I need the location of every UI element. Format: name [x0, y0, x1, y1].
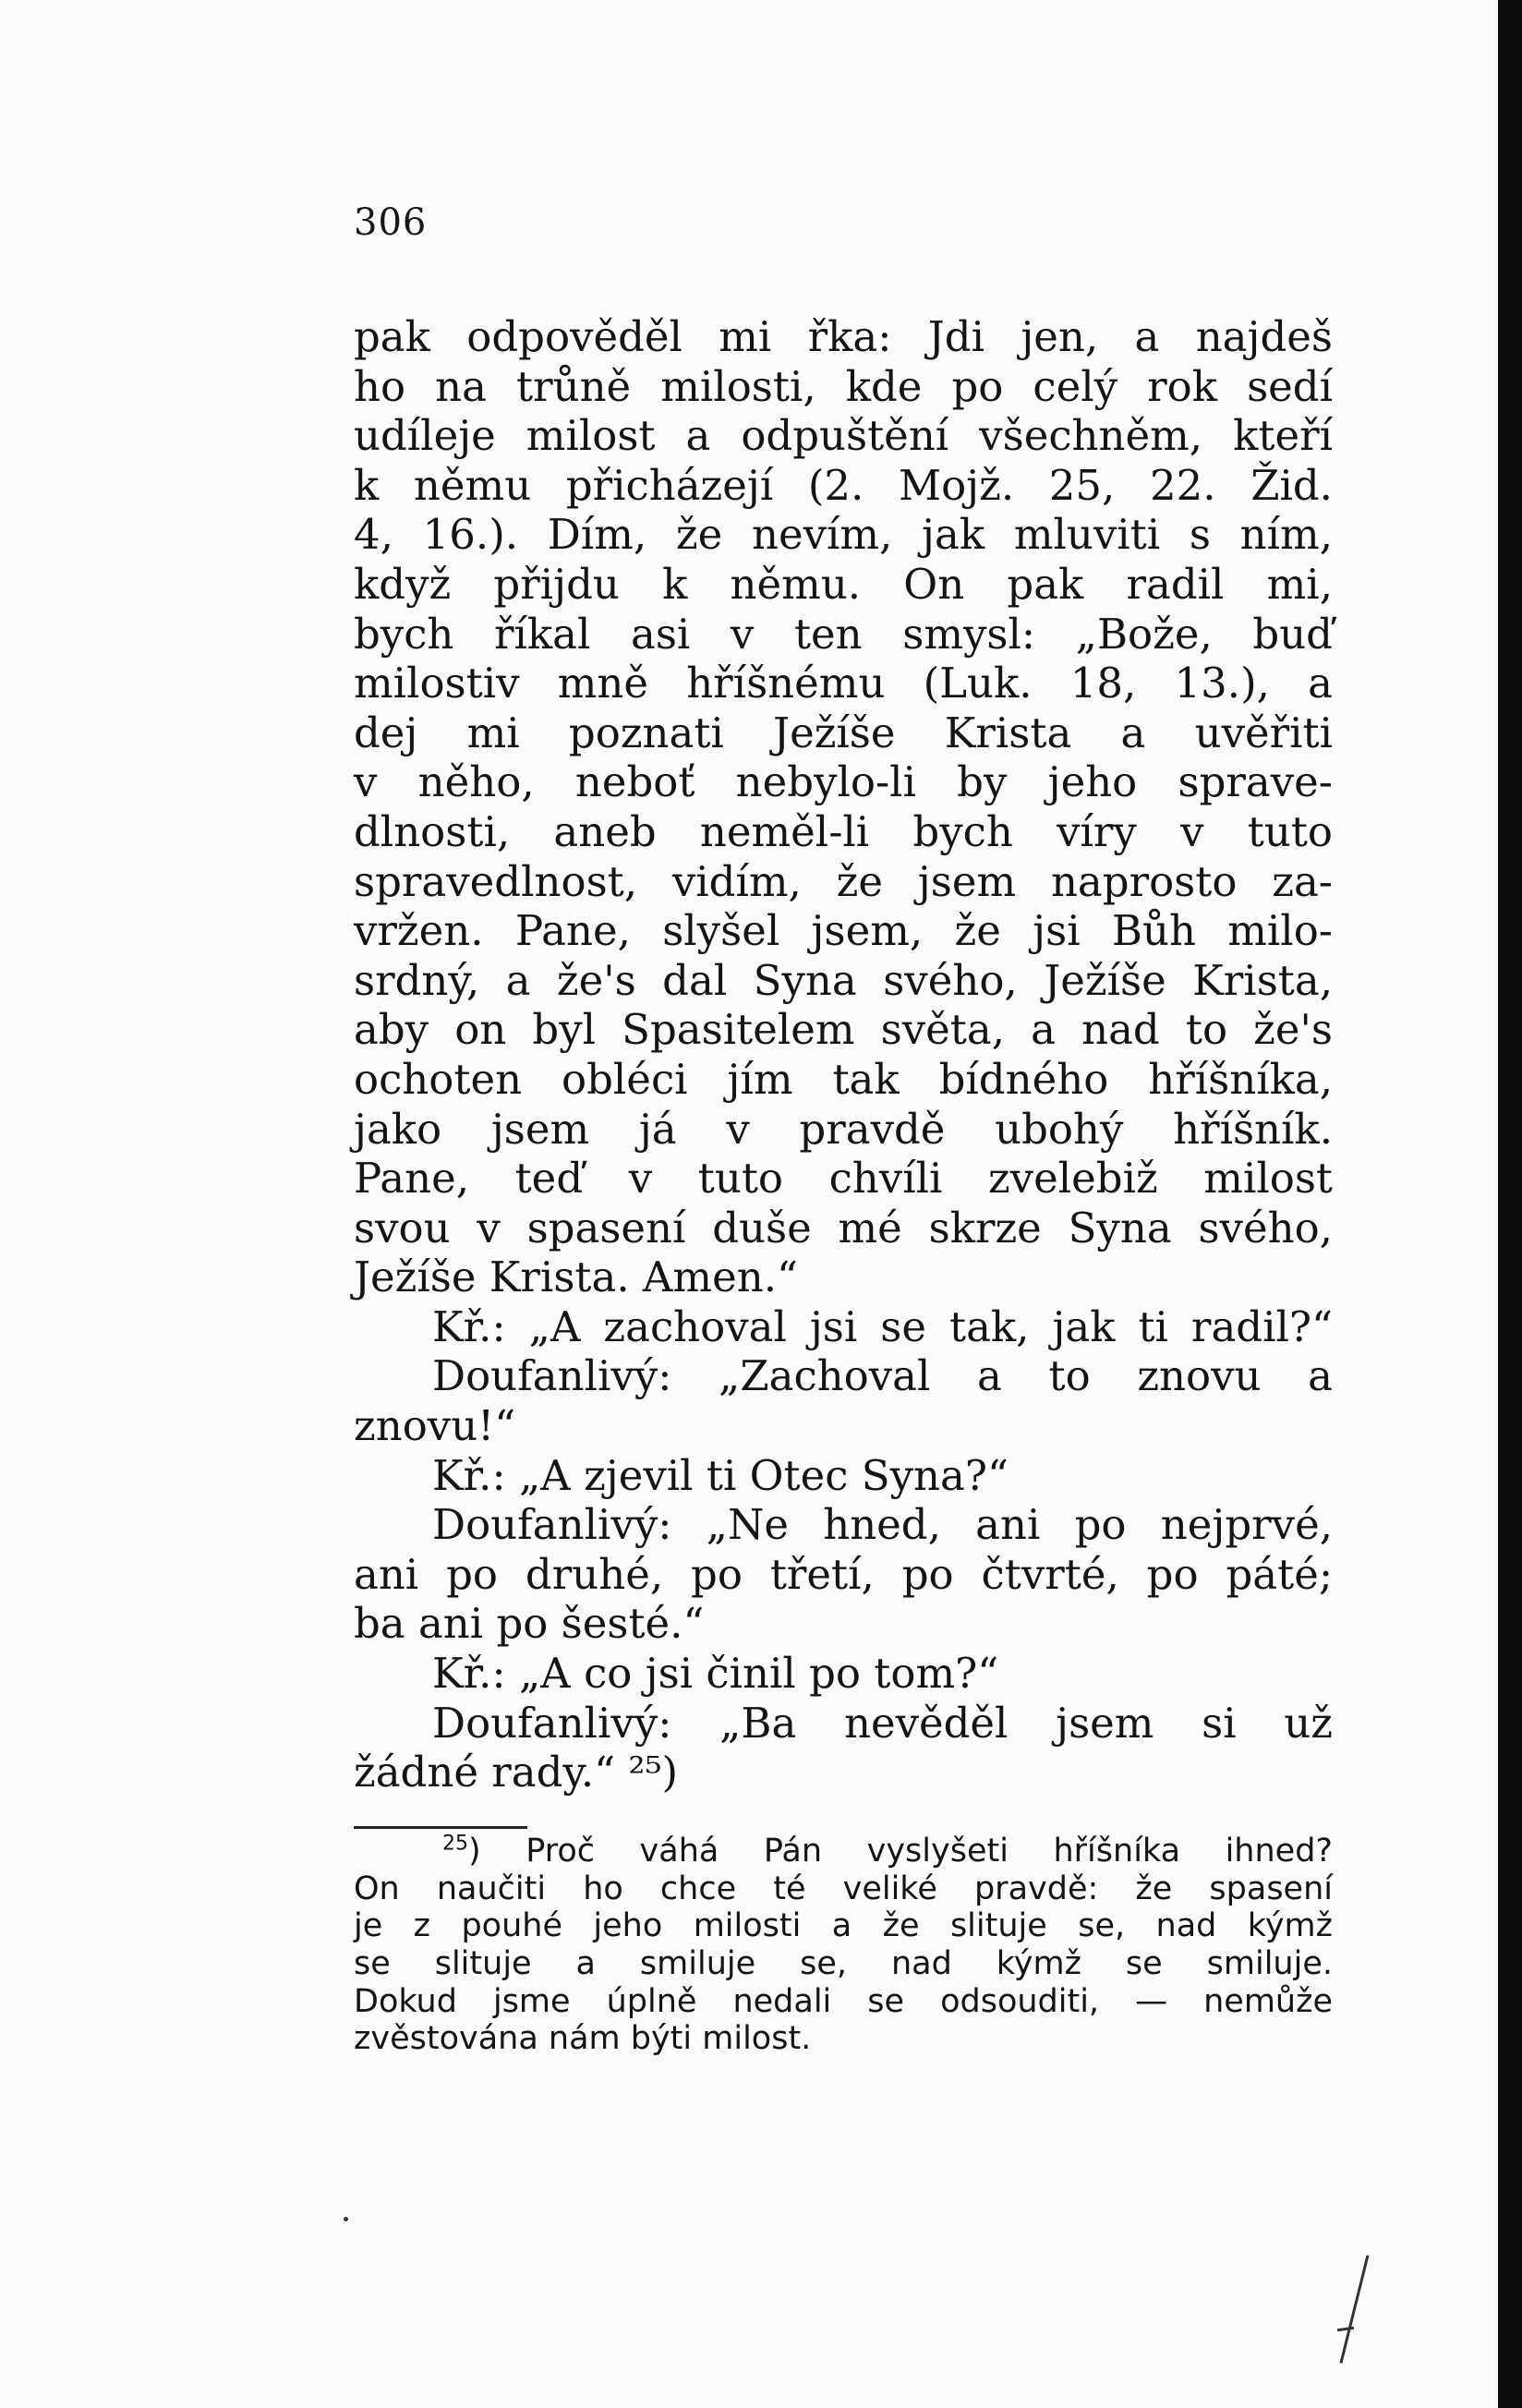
- text-line: ochoten obléci jím tak bídného hříšníka,: [354, 1054, 1333, 1104]
- text-line: ani po druhé, po třetí, po čtvrté, po páté;: [354, 1549, 1333, 1599]
- text-line: k němu přicházejí (2. Mojž. 25, 22. Žid.: [354, 460, 1333, 510]
- text-line: srdný, a že's dal Syna svého, Ježíše Krista,: [354, 955, 1333, 1005]
- dialogue-line: Kř.: „A zachoval jsi se tak, jak ti radil?“: [432, 1301, 1333, 1351]
- footnote-line: [354, 1833, 1333, 1870]
- text-line: bych říkal asi v ten smysl: „Bože, buď: [354, 609, 1333, 659]
- dialogue-line: Doufanlivý: „Ba nevěděl jsem si už: [432, 1698, 1333, 1748]
- text-line: udíleje milost a odpuštění všechněm, kteří: [354, 411, 1333, 461]
- scan-speck: [344, 2217, 348, 2221]
- footnote-line: se slituje a smiluje se, nad kýmž se smiluje.: [354, 1945, 1333, 1983]
- footnote: [354, 1833, 1333, 2058]
- text-line: vržen. Pane, slyšel jsem, že jsi Bůh milo-: [354, 906, 1333, 956]
- text-line: Ježíše Krista. Amen.“: [354, 1252, 799, 1302]
- text-line: milostiv mně hříšnému (Luk. 18, 13.), a: [354, 659, 1333, 708]
- text-line: když přijdu k němu. On pak radil mi,: [354, 559, 1333, 609]
- footnote-marker: 25: [442, 1832, 468, 1856]
- footnote-line: On naučiti ho chce té veliké pravdě: že spasení: [354, 1870, 1333, 1907]
- dialogue-line: Kř.: „A zjevil ti Otec Syna?“: [432, 1450, 1009, 1500]
- dialogue-line: Kř.: „A co jsi činil po tom?“: [432, 1649, 999, 1699]
- text-line: spravedlnost, vidím, že jsem naprosto za-: [354, 856, 1333, 906]
- text-line: žádné rady.“ ²⁵): [354, 1748, 679, 1797]
- text-line: pak odpověděl mi řka: Jdi jen, a najdeš: [354, 312, 1333, 361]
- text-line: dlnosti, aneb neměl-li bych víry v tuto: [354, 806, 1333, 856]
- dialogue-line: Doufanlivý: „Zachoval a to znovu a: [432, 1351, 1333, 1401]
- text-line: Pane, teď v tuto chvíli zvelebiž milost: [354, 1154, 1333, 1204]
- body-text: [354, 312, 1333, 1797]
- text-line: aby on byl Spasitelem světa, a nad to že's: [354, 1005, 1333, 1055]
- text-line: jako jsem já v pravdě ubohý hříšník.: [354, 1104, 1333, 1154]
- scan-edge: [1498, 0, 1522, 2408]
- text-line: 4, 16.). Dím, že nevím, jak mluviti s ním,: [354, 510, 1333, 560]
- footnote-text: ) Proč váhá Pán vyslyšeti hříšníka ihned?: [468, 1833, 1333, 1870]
- footnote-divider: [354, 1826, 527, 1829]
- text-line: ba ani po šesté.“: [354, 1599, 705, 1649]
- text-line: svou v spasení duše mé skrze Syna svého,: [354, 1203, 1333, 1252]
- text-line: ho na trůně milosti, kde po celý rok sedí: [354, 361, 1333, 411]
- text-line: dej mi poznati Ježíše Krista a uvěřiti: [354, 708, 1333, 757]
- text-line: v něho, neboť nebylo-li by jeho sprave-: [354, 757, 1333, 807]
- footnote-line: Dokud jsme úplně nedali se odsouditi, — nemůže: [354, 1982, 1333, 2020]
- footnote-line: zvěstována nám býti milost.: [354, 2020, 812, 2058]
- text-line: znovu!“: [354, 1401, 516, 1451]
- dialogue-line: Doufanlivý: „Ne hned, ani po nejprvé,: [432, 1500, 1333, 1550]
- page-number: 306: [354, 201, 428, 244]
- footnote-line: je z pouhé jeho milosti a že slituje se, nad kýmž: [354, 1907, 1333, 1945]
